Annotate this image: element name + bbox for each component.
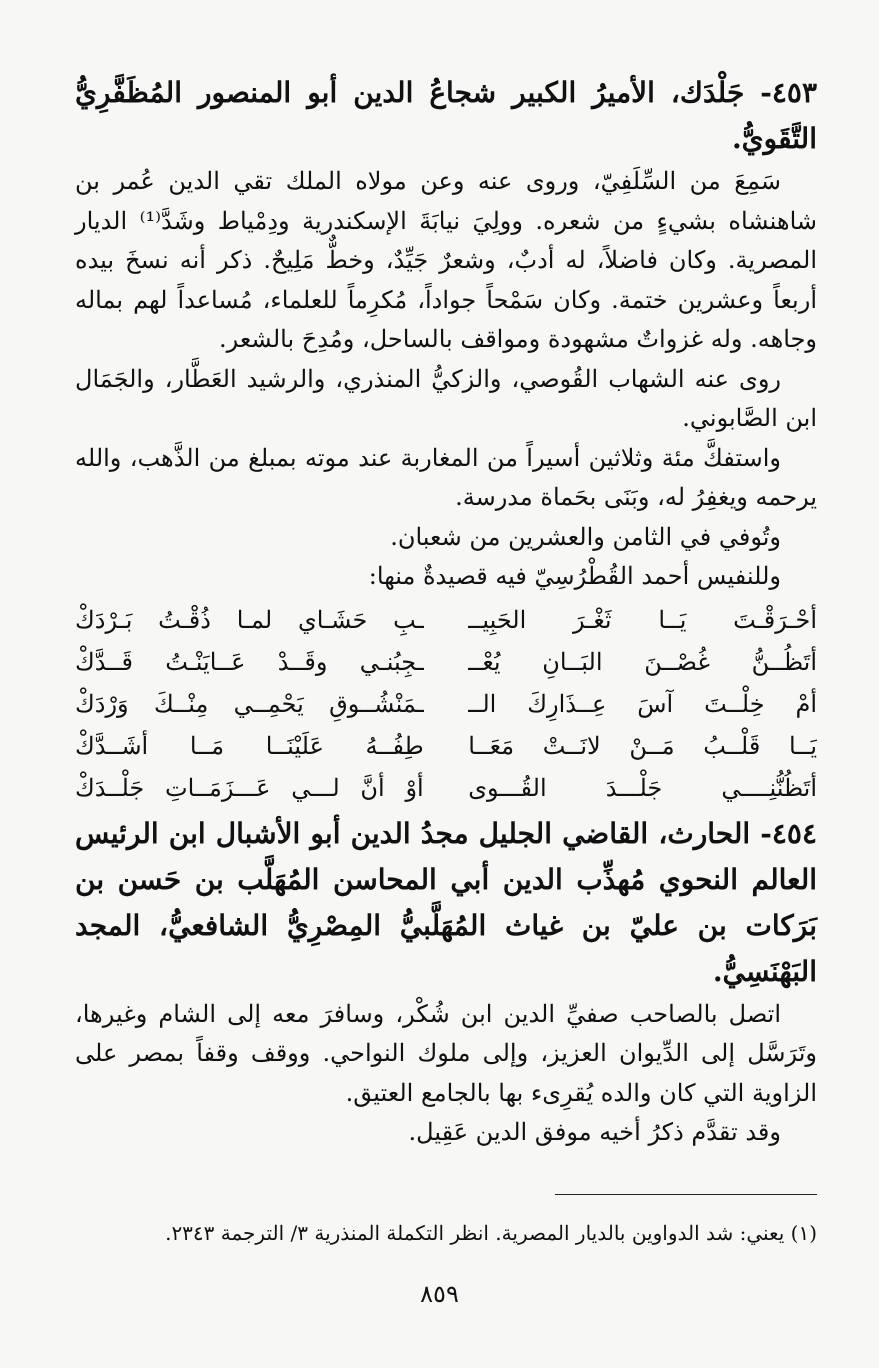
verse-1-second-hemistich: ـبِ حَشَـاي لمـا ذُقْـتُ بَـرْدَكْ <box>75 605 424 634</box>
poem-verse-2 <box>75 641 817 683</box>
poem-verse-3 <box>75 683 817 725</box>
verse-2-first-hemistich: أتَظُــنُّ غُصْــنَ البَــانِ يُعْــ <box>468 647 817 676</box>
entry-453-paragraph-2: روى عنه الشهاب القُوصي، والزكيُّ المنذري، والرشيد العَطَّار، والجَمَال ابن الصَّابوني. <box>75 364 817 432</box>
entry-453-paragraph-3: واستفكَّ مئة وثلاثين أسيراً من المغاربة عند موته بمبلغ من الذَّهب، والله يرحمه ويغفِرُ له، وبَنَى بحَماة مدرسة. <box>75 443 817 511</box>
entry-453-paragraph-4: وتُوفي في الثامن والعشرين من شعبان. <box>390 522 781 551</box>
verse-5-first-hemistich: أتَظُنُّنِــــي جَلْـــدَ القُـــوى <box>468 773 817 802</box>
entry-454-paragraph-1: اتصل بالصاحب صفيِّ الدين ابن شُكْر، وسافرَ معه إلى الشام وغيرها، وتَرَسَّل إلى الدِّيوان العزيز، وإلى ملوك النواحي. ووقف وقفاً بمصر على الزاوية التي كان والده يُقرِىء بها بالجامع العتيق. <box>75 999 817 1107</box>
entry-heading-453: ٤٥٣- جَلْدَك، الأميرُ الكبير شجاعُ الدين أبو المنصور المُظَفَّرِيُّ التَّقَويُّ. <box>75 76 817 155</box>
poem-verse-1 <box>75 599 817 641</box>
entry-heading-454: ٤٥٤- الحارث، القاضي الجليل مجدُ الدين أبو الأشبال ابن الرئيس العالم النحوي مُهذِّب الدين أبي المحاسن المُهَلَّب بن حَسن بن بَرَكات بن عليّ بن غياث المُهَلَّبيُّ المِصْرِيُّ الشافعيُّ، المجد البَهْنَسِيُّ. <box>75 816 817 988</box>
poem-verse-5 <box>75 767 817 809</box>
verse-4-first-hemistich: يَــا قَلْــبُ مَــنْ لانَــتْ مَعَــا <box>468 731 817 760</box>
entry-453-paragraph-5: وللنفيس أحمد القُطْرُسِيّ فيه قصيدةٌ منها: <box>368 562 781 590</box>
entry-454-paragraph-2: وقد تقدَّم ذكرُ أخيه موفق الدين عَقِيل. <box>408 1118 781 1146</box>
poem <box>75 599 817 809</box>
verse-3-second-hemistich: ـمَنْشُــوقِ يَحْمِــي مِنْــكَ وَرْدَكْ <box>75 689 424 718</box>
verse-5-second-hemistich: أوْ أنَّ لـــي عَـــزَمَــاتِ جَلْــدَكْ <box>75 773 424 802</box>
verse-3-first-hemistich: أمْ خِلْــتَ آسَ عِــذَارِكَ الــ <box>468 689 817 718</box>
verse-2-second-hemistich: ـجِبُنـي وقَــدْ عَــايَنْـتُ قَــدَّكْ <box>75 647 424 676</box>
poem-verse-4 <box>75 725 817 767</box>
footnote-1: (١) يعني: شد الدواوين بالديار المصرية. انظر التكملة المنذرية ٣/ الترجمة ٢٣٤٣. <box>165 1221 817 1245</box>
page-number: ٨٥٩ <box>420 1280 459 1308</box>
entry-453-paragraph-1: سَمِعَ من السِّلَفِيّ، وروى عنه وعن مولاه الملك تقي الدين عُمر بن شاهنشاه بشيءٍ من شعره. وولِيَ نيابَةَ الإسكندرية ودِمْياط وشَدَّ⁽¹⁾ الديار المصرية. وكان فاضلاً، له أدبٌ، وشعرٌ جَيِّدٌ، وخطٌّ مَلِيحٌ. ذكر أنه نسخَ بيده أربعاً وعشرين ختمة. وكان سَمْحاً جواداً، مُكرِماً للعلماء، مُساعداً لهم بماله وجاهه. وله غزواتٌ مشهودة ومواقف بالساحل، ومُدِحَ بالشعر. <box>75 167 817 353</box>
verse-4-second-hemistich: طِفُــهُ عَلَيْنَــا مَــا أشَــدَّكْ <box>75 731 424 760</box>
verse-1-first-hemistich: أحْـرَقْـتَ يَــا ثَغْـرَ الحَبِيــ <box>468 605 817 634</box>
footnote-divider <box>555 1194 817 1195</box>
